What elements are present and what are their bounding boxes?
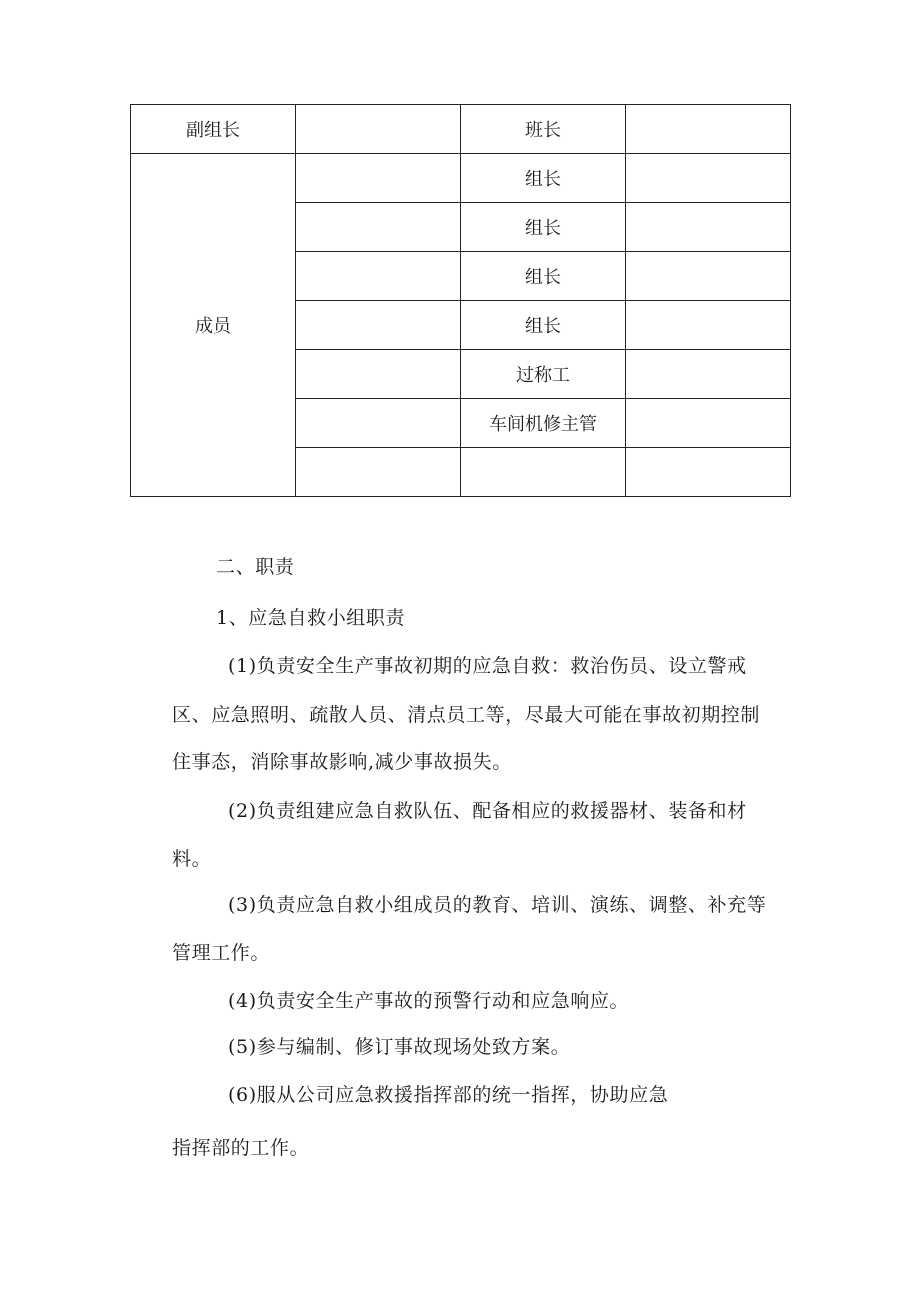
duty-item-1-line-2: 区、应急照明、疏散人员、清点员工等，尽最大可能在事故初期控制 [172, 704, 761, 726]
member-role-cell: 组长 [461, 252, 626, 301]
member-name-cell [296, 448, 461, 497]
member-role-cell: 组长 [461, 203, 626, 252]
member-value-cell [626, 154, 791, 203]
member-value-cell [626, 448, 791, 497]
member-value-cell [626, 203, 791, 252]
duty-item-6-line-1: (6)服从公司应急救援指挥部的统一指挥，协助应急 [228, 1084, 669, 1106]
duty-item-1-line-3: 住事态，消除事故影响,减少事故损失。 [172, 751, 512, 773]
member-value-cell [626, 350, 791, 399]
duty-item-3-line-1: (3)负责应急自救小组成员的教育、培训、演练、调整、补充等 [228, 894, 767, 916]
table-row [131, 154, 791, 203]
members-table [130, 104, 791, 497]
deputy-leader-label: 副组长 [131, 105, 296, 154]
member-role-cell [461, 448, 626, 497]
section-subheading: 1、应急自救小组职责 [216, 607, 406, 629]
duty-item-4-line-1: (4)负责安全生产事故的预警行动和应急响应。 [228, 990, 630, 1012]
table-row [131, 105, 791, 154]
monitor-value [626, 105, 791, 154]
duty-item-2-line-1: (2)负责组建应急自救队伍、配备相应的救援器材、装备和材 [228, 800, 747, 822]
member-name-cell [296, 399, 461, 448]
member-value-cell [626, 252, 791, 301]
member-name-cell [296, 252, 461, 301]
duty-item-5-line-1: (5)参与编制、修订事故现场处致方案。 [228, 1036, 571, 1058]
deputy-leader-value [296, 105, 461, 154]
member-role-cell: 组长 [461, 154, 626, 203]
member-name-cell [296, 154, 461, 203]
member-name-cell [296, 301, 461, 350]
duty-item-2-line-2: 料。 [172, 848, 212, 870]
member-value-cell [626, 301, 791, 350]
member-name-cell [296, 203, 461, 252]
members-label: 成员 [131, 154, 296, 497]
duty-item-6-line-2: 指挥部的工作。 [172, 1137, 310, 1159]
section-heading: 二、职责 [216, 556, 295, 578]
monitor-label: 班长 [461, 105, 626, 154]
duty-item-3-line-2: 管理工作。 [172, 942, 271, 964]
member-name-cell [296, 350, 461, 399]
member-value-cell [626, 399, 791, 448]
member-role-cell: 过称工 [461, 350, 626, 399]
duty-item-1-line-1: (1)负责安全生产事故初期的应急自救：救治伤员、设立警戒 [228, 655, 747, 677]
member-role-cell: 车间机修主管 [461, 399, 626, 448]
member-role-cell: 组长 [461, 301, 626, 350]
